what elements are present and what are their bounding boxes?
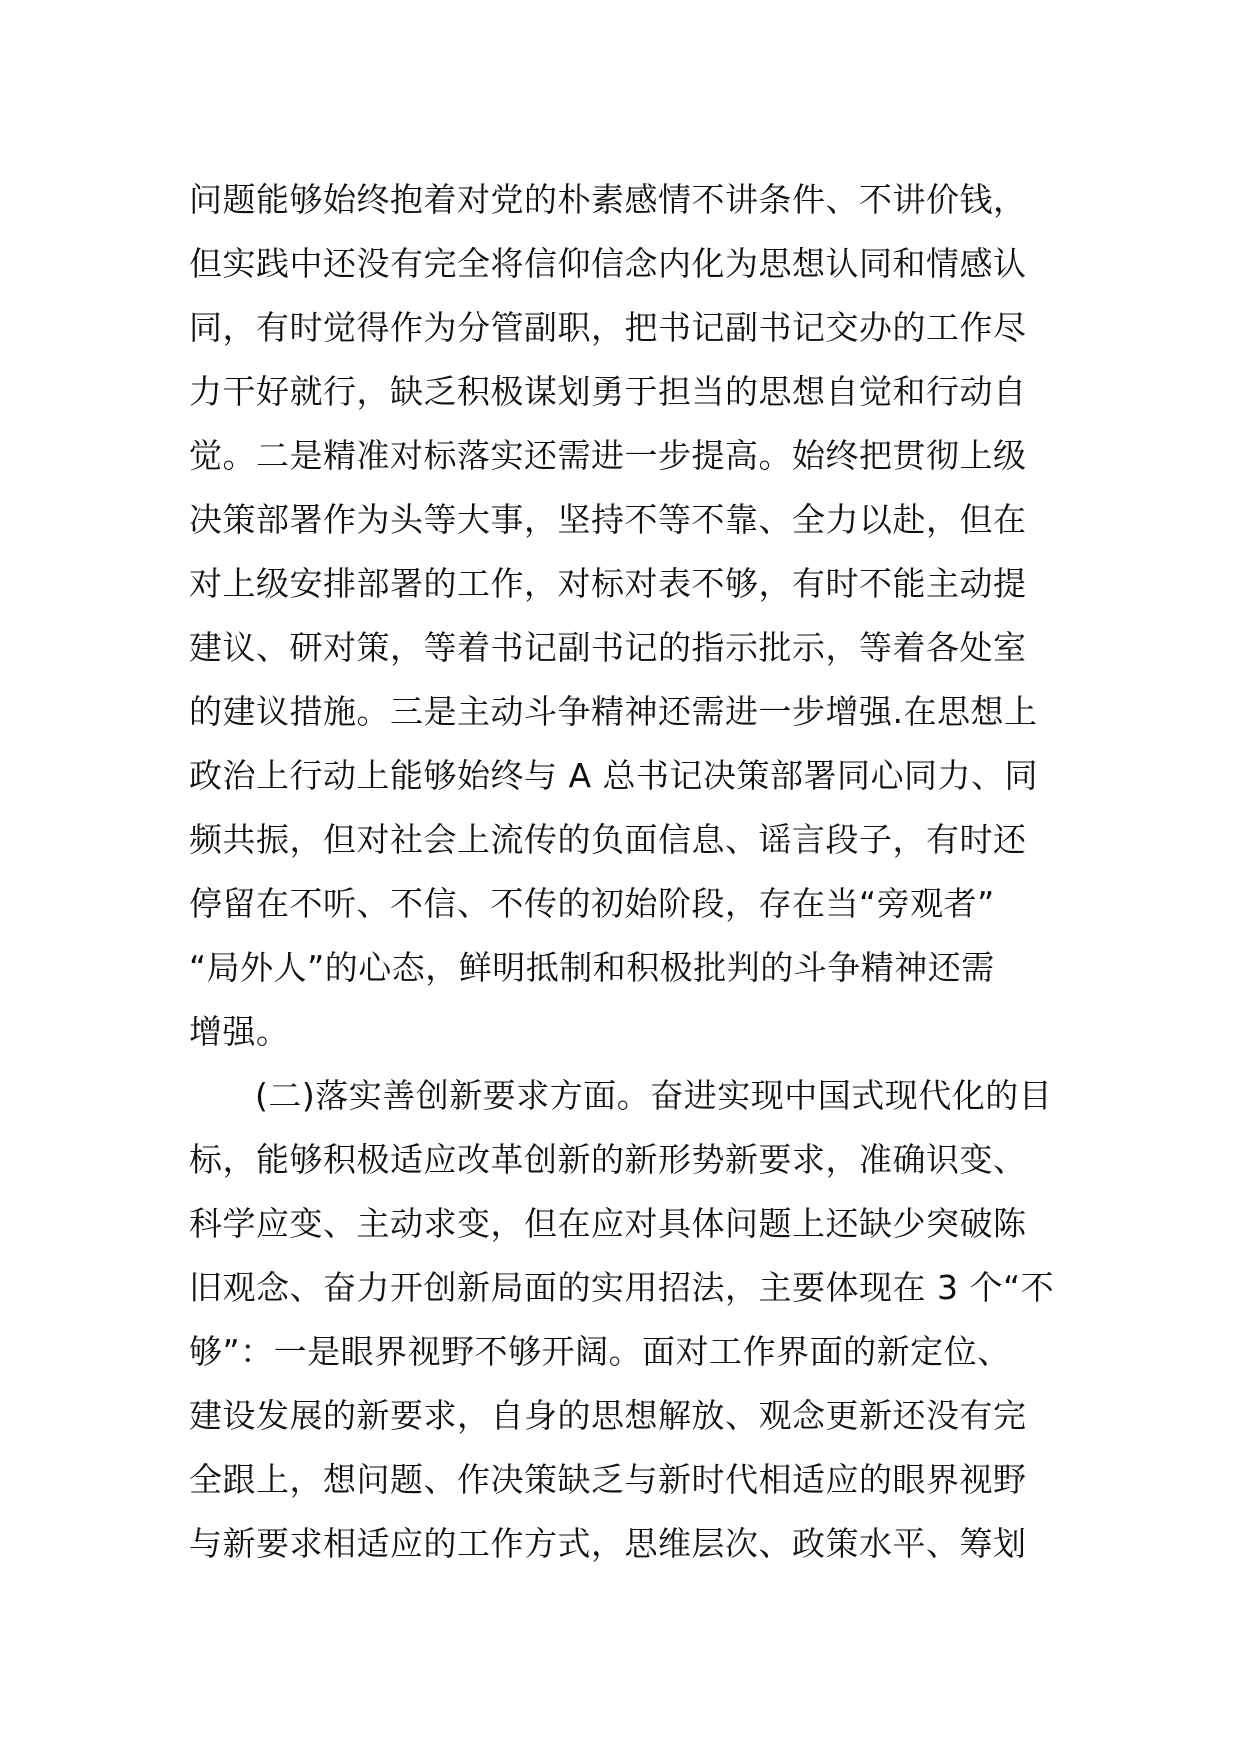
paragraph-2 [189, 1064, 1059, 1576]
text-line: 标，能够积极适应改革创新的新形势新要求，准确识变、 [189, 1140, 1027, 1179]
text-line: 建议、研对策，等着书记副书记的指示批示，等着各处室 [189, 628, 1027, 667]
text-line: 但实践中还没有完全将信仰信念内化为思想认同和情感认 [189, 244, 1027, 283]
text-line: 问题能够始终抱着对党的朴素感情不讲条件、不讲价钱， [189, 180, 1027, 219]
body-text [189, 168, 1059, 1576]
text-line: 频共振，但对社会上流传的负面信息、谣言段子，有时还 [189, 820, 1027, 859]
paragraph-1 [189, 168, 1059, 1064]
text-line: 力干好就行，缺乏积极谋划勇于担当的思想自觉和行动自 [189, 372, 1027, 411]
text-line: 全跟上，想问题、作决策缺乏与新时代相适应的眼界视野 [189, 1460, 1027, 1499]
text-line: “局外人”的心态，鲜明抵制和积极批判的斗争精神还需 [189, 948, 995, 987]
text-line: 旧观念、奋力开创新局面的实用招法，主要体现在 3 个“不 [189, 1268, 1055, 1307]
text-line: 停留在不听、不信、不传的初始阶段，存在当“旁观者” [189, 884, 995, 923]
text-line: 与新要求相适应的工作方式，思维层次、政策水平、筹划 [189, 1524, 1027, 1563]
text-line-indented: (二)落实善创新要求方面。奋进实现中国式现代化的目 [255, 1076, 1053, 1115]
text-line: 同，有时觉得作为分管副职，把书记副书记交办的工作尽 [189, 308, 1027, 347]
text-line: 觉。二是精准对标落实还需进一步提高。始终把贯彻上级 [189, 436, 1027, 475]
text-line: 建设发展的新要求，自身的思想解放、观念更新还没有完 [189, 1396, 1027, 1435]
text-line: 的建议措施。三是主动斗争精神还需进一步增强.在思想上 [189, 692, 1038, 731]
text-line: 政治上行动上能够始终与 A 总书记决策部署同心同力、同 [189, 756, 1039, 795]
text-line: 科学应变、主动求变，但在应对具体问题上还缺少突破陈 [189, 1204, 1027, 1243]
text-line: 决策部署作为头等大事，坚持不等不靠、全力以赴，但在 [189, 500, 1027, 539]
text-line: 对上级安排部署的工作，对标对表不够，有时不能主动提 [189, 564, 1027, 603]
text-line: 增强。 [189, 1012, 290, 1051]
text-line: 够”：一是眼界视野不够开阔。面对工作界面的新定位、 [189, 1332, 1011, 1371]
